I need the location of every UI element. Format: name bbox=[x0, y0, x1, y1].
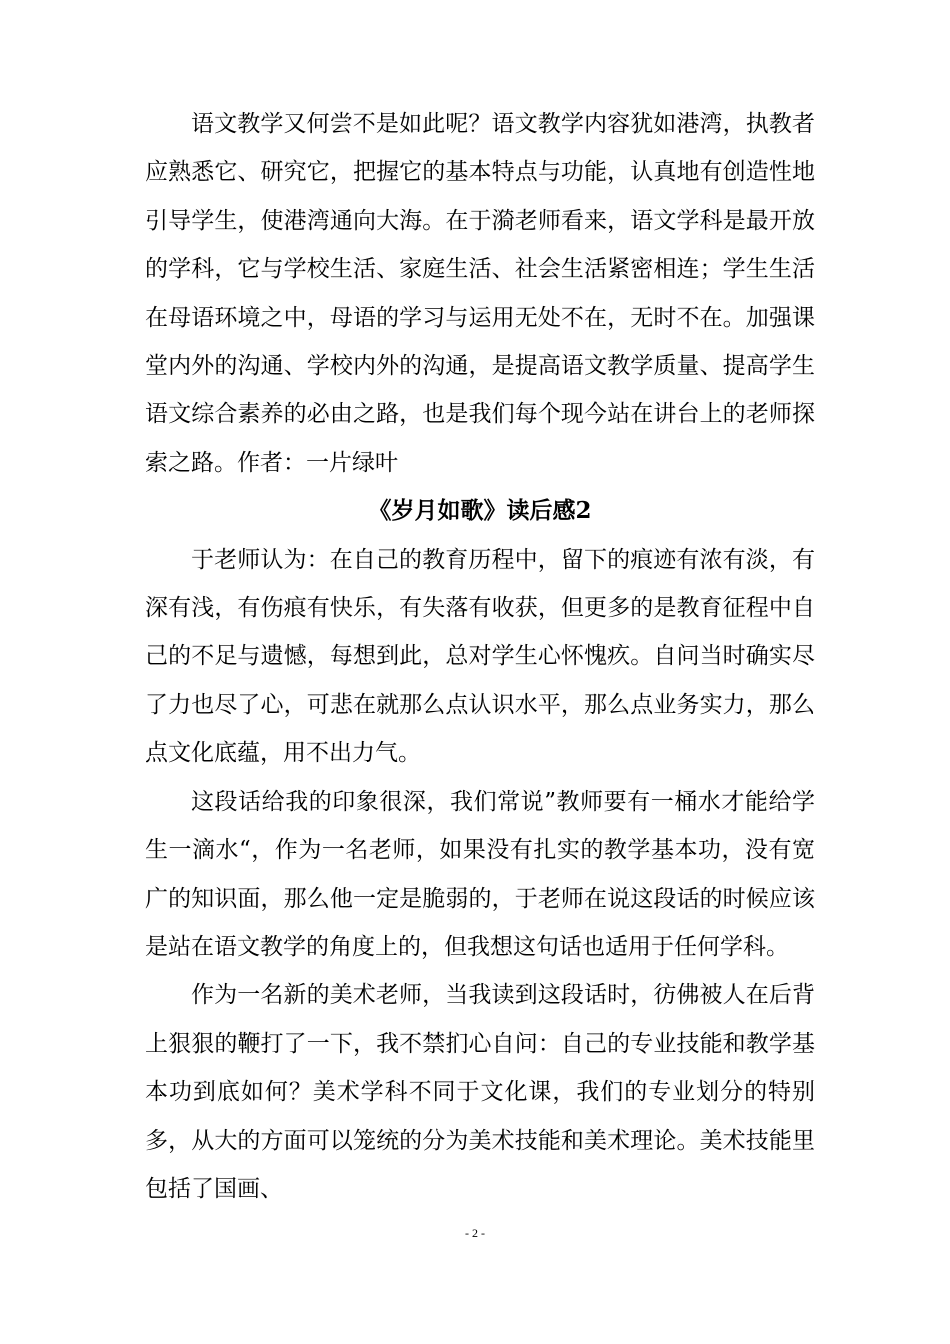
paragraph-1: 语文教学又何尝不是如此呢？语文教学内容犹如港湾，执教者应熟悉它、研究它，把握它的基本特点与功能，认真地有创造性地引导学生，使港湾通向大海。在于漪老师看来，语文学科是最开放的学科，它与学校生活、家庭生活、社会生活紧密相连；学生生活在母语环境之中，母语的学习与运用无处不在，无时不在。加强课堂内外的沟通、学校内外的沟通，是提高语文教学质量、提高学生语文综合素养的必由之路，也是我们每个现今站在讲台上的老师探索之路。作者：一片绿叶 bbox=[145, 111, 815, 476]
page-number: - 2 - bbox=[465, 1226, 485, 1240]
section-heading: 《岁月如歌》读后感2 bbox=[368, 497, 592, 525]
paragraph-4: 作为一名新的美术老师，当我读到这段话时，彷佛被人在后背上狠狠的鞭打了一下，我不禁扪心自问：自己的专业技能和教学基本功到底如何？美术学科不同于文化课，我们的专业划分的特别多，从大的方面可以笼统的分为美术技能和美术理论。美术技能里包括了国画、 bbox=[145, 982, 815, 1202]
document-body bbox=[145, 100, 815, 1213]
paragraph-3: 这段话给我的印象很深，我们常说”教师要有一桶水才能给学生一滴水“，作为一名老师，如果没有扎实的教学基本功，没有宽广的知识面，那么他一定是脆弱的，于老师在说这段话的时候应该是站在语文教学的角度上的，但我想这句话也适用于任何学科。 bbox=[145, 788, 815, 960]
paragraph-2: 于老师认为：在自己的教育历程中，留下的痕迹有浓有淡，有深有浅，有伤痕有快乐，有失落有收获，但更多的是教育征程中自己的不足与遗憾，每想到此，总对学生心怀愧疚。自问当时确实尽了力也尽了心，可悲在就那么点认识水平，那么点业务实力，那么点文化底蕴，用不出力气。 bbox=[145, 546, 815, 767]
